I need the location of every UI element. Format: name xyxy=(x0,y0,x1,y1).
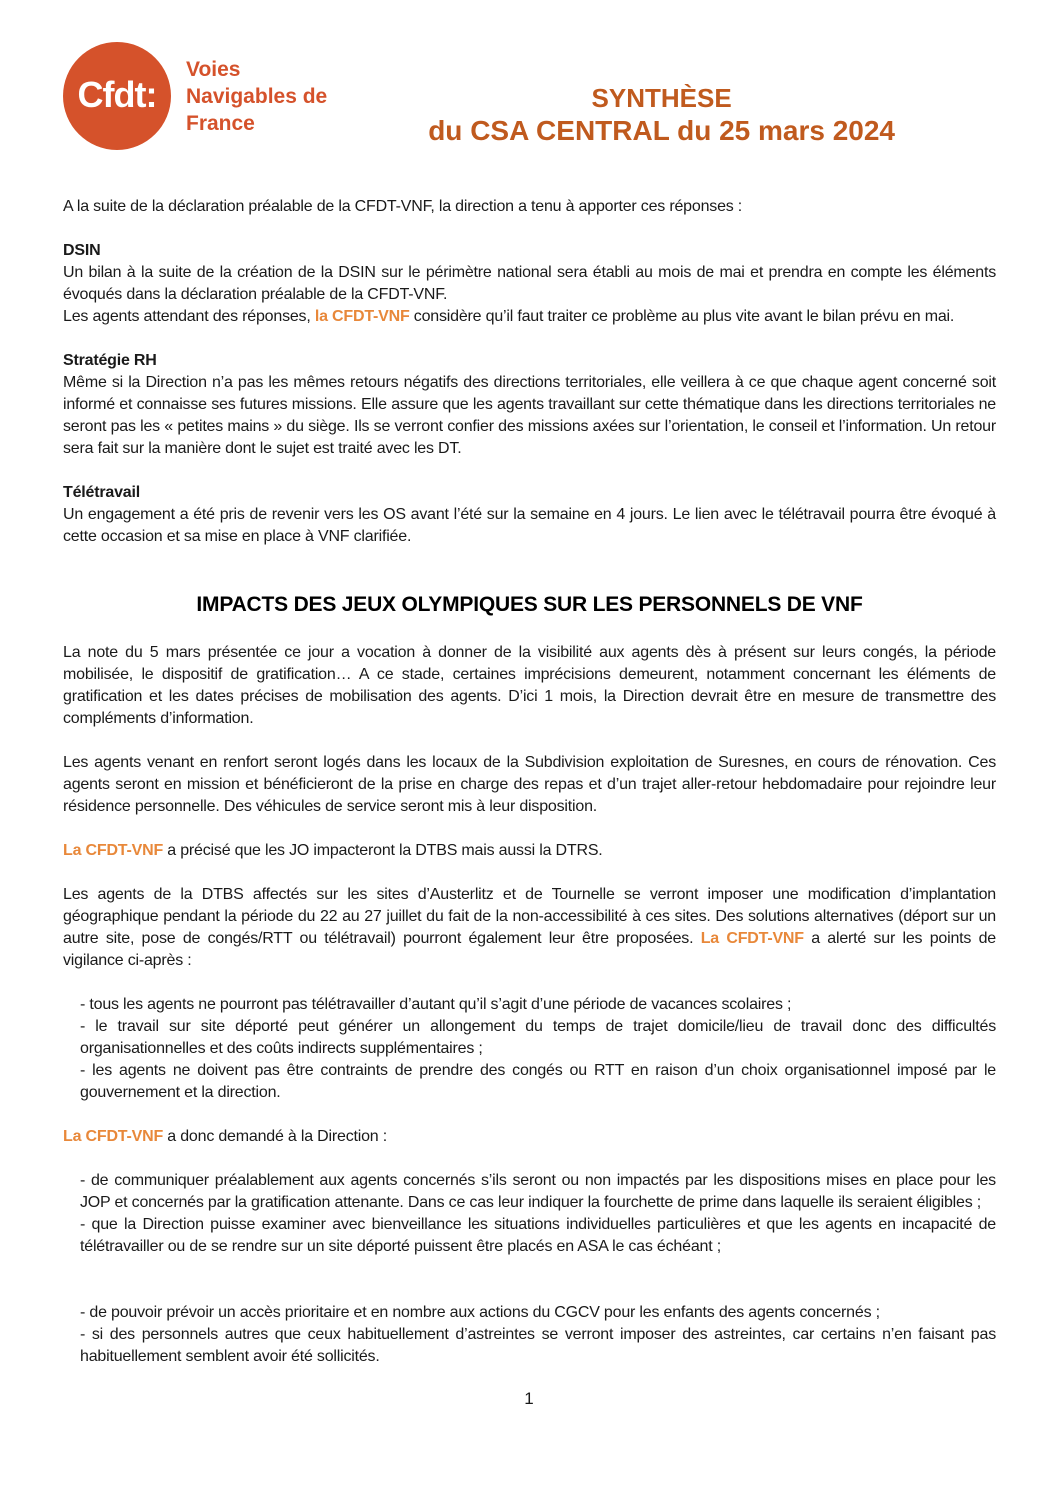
section-heading-jeux-olympiques: IMPACTS DES JEUX OLYMPIQUES SUR LES PERSONNELS DE VNF xyxy=(196,593,863,616)
olympics-p4-text-pre: Les agents de la DTBS affectés sur les sites d’Austerlitz et de Tournelle se verront imposer une modification d’implantation géographique pendant la période du 22 au 27 juillet du fait de la non-accessibilité à ces sites. Des solutions alternatives (déport sur un autre site, pose de congés/RTT ou télétravail) pourront également leur être proposées. xyxy=(63,886,996,947)
demande-item: - si des personnels autres que ceux habituellement d’astreintes se verront imposer des astreintes, car certains n’en faisant pas habituellement semblent avoir été sollicités. xyxy=(80,1326,996,1365)
title-line-synthese: SYNTHÈSE xyxy=(591,83,732,113)
title-line-csa-date: du CSA CENTRAL du 25 mars 2024 xyxy=(428,115,896,146)
demandes-list-part2 xyxy=(63,1302,996,1368)
cfdt-vnf-mention: La CFDT-VNF xyxy=(700,930,804,947)
document-header xyxy=(63,42,996,150)
section-teletravail xyxy=(63,482,996,548)
demandes-list-part1 xyxy=(63,1170,996,1258)
page-number: 1 xyxy=(524,1389,534,1408)
olympics-paragraph-3 xyxy=(63,840,996,862)
demande-intro xyxy=(63,1126,996,1148)
olympics-paragraph-1: La note du 5 mars présentée ce jour a vocation à donner de la visibilité aux agents dès à présent sur leurs congés, la période mobilisée, le dispositif de gratification… A ce stade, certaines imprécisions demeurent, notamment concernant les éléments de gratification et les dates précises de mobilisation des agents. D’ici 1 mois, la Direction devrait être en mesure de transmettre des compléments d’information. xyxy=(63,644,996,727)
vigilance-item: - le travail sur site déporté peut générer un allongement du temps de trajet domicile/lieu de travail donc des difficultés organisationnelles et des coûts indirects supplémentaires ; xyxy=(80,1018,996,1057)
vigilance-list xyxy=(63,994,996,1104)
section-heading-dsin: DSIN xyxy=(63,242,101,259)
cfdt-logo-mark xyxy=(63,42,171,150)
dsin-paragraph-2 xyxy=(63,306,996,328)
org-name-line-3: France xyxy=(186,112,255,135)
intro-paragraph: A la suite de la déclaration préalable de la CFDT-VNF, la direction a tenu à apporter ces réponses : xyxy=(63,198,743,215)
section-heading-teletravail: Télétravail xyxy=(63,484,140,501)
olympics-p3-text: a précisé que les JO impacteront la DTBS mais aussi la DTRS. xyxy=(163,842,603,859)
vigilance-item: - tous les agents ne pourront pas télétravailler d’autant qu’il s’agit d’une période de vacances scolaires ; xyxy=(80,996,792,1013)
section-jeux-olympiques xyxy=(63,642,996,1368)
strategie-rh-paragraph: Même si la Direction n’a pas les mêmes retours négatifs des directions territoriales, elle veillera à ce que chaque agent concerné soit informé et connaisse ses futures missions. Elle assure que les agents travaillant sur cette thématique dans les directions territoriales ne seront pas les « petites mains » du siège. Ils se verront confier des missions axées sur l’orientation, le conseil et l’information. Un retour sera fait sur la manière dont le sujet est traité avec les DT. xyxy=(63,374,996,457)
dsin-paragraph-1: Un bilan à la suite de la création de la DSIN sur le périmètre national sera établi au mois de mai et prendra en compte les éléments évoqués dans la déclaration préalable de la CFDT-VNF. xyxy=(63,264,996,303)
cfdt-logo-text: Cfdt: xyxy=(77,74,157,115)
org-name-line-1: Voies xyxy=(186,58,241,81)
document-title xyxy=(327,42,996,148)
cfdt-vnf-mention: la CFDT-VNF xyxy=(314,308,410,325)
section-heading-strategie-rh: Stratégie RH xyxy=(63,352,157,369)
org-name-line-2: Navigables de xyxy=(186,85,328,108)
olympics-paragraph-2: Les agents venant en renfort seront logés dans les locaux de la Subdivision exploitation de Suresnes, en cours de rénovation. Ces agents seront en mission et bénéficieront de la prise en charge des repas et d’un trajet aller-retour hebdomadaire pour rejoindre leur résidence personnelle. Des véhicules de service seront mis à leur disposition. xyxy=(63,754,996,815)
dsin-p2-text-pre: Les agents attendant des réponses, xyxy=(63,308,315,325)
olympics-p4-text-post: a alerté sur les points de vigilance ci-après : xyxy=(63,930,996,969)
document-body xyxy=(63,196,996,1368)
cfdt-vnf-mention: La CFDT-VNF xyxy=(63,842,164,859)
org-name xyxy=(186,42,327,137)
demande-item: - que la Direction puisse examiner avec bienveillance les situations individuelles particulières et que les agents en incapacité de télétravailler ou de se rendre sur un site déporté puissent être placés en ASA le cas échéant ; xyxy=(80,1216,996,1255)
section-strategie-rh xyxy=(63,350,996,460)
vigilance-item: - les agents ne doivent pas être contraints de prendre des congés ou RTT en raison d’un choix organisationnel imposé par le gouvernement et la direction. xyxy=(80,1062,996,1101)
cfdt-vnf-logo xyxy=(63,42,327,150)
teletravail-paragraph: Un engagement a été pris de revenir vers les OS avant l’été sur la semaine en 4 jours. Le lien avec le télétravail pourra être évoqué à cette occasion et sa mise en place à VNF clarifiée. xyxy=(63,506,996,545)
demande-item: - de pouvoir prévoir un accès prioritaire et en nombre aux actions du CGCV pour les enfants des agents concernés ; xyxy=(80,1304,880,1321)
demande-item: - de communiquer préalablement aux agents concernés s’ils seront ou non impactés par les dispositions mises en place pour les JOP et concernés par la gratification attenante. Dans ce cas leur indiquer la fourchette de prime dans laquelle ils seraient éligibles ; xyxy=(80,1172,996,1211)
section-dsin xyxy=(63,240,996,328)
cfdt-vnf-mention: La CFDT-VNF xyxy=(63,1128,164,1145)
olympics-paragraph-4 xyxy=(63,884,996,972)
dsin-p2-text-post: considère qu’il faut traiter ce problème au plus vite avant le bilan prévu en mai. xyxy=(409,308,955,325)
demande-intro-text: a donc demandé à la Direction : xyxy=(163,1128,387,1145)
